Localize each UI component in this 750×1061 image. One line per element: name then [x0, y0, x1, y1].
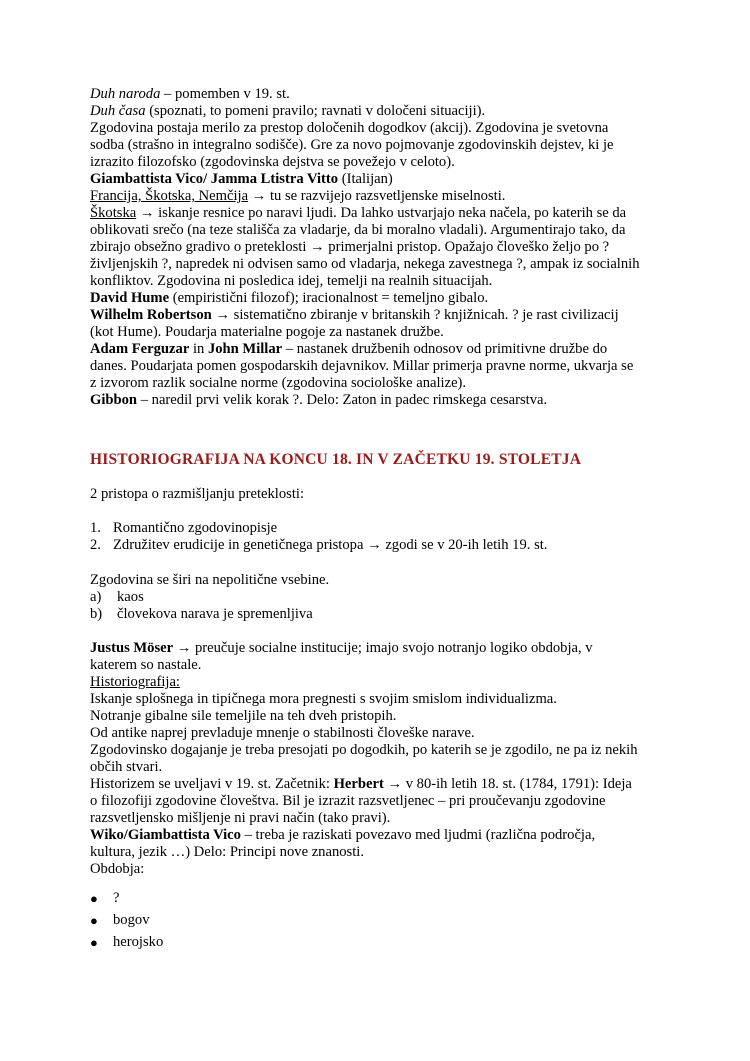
text-line: izrazito filozofsko (zgodovinska dejstva se povežejo v celoto).: [90, 154, 455, 170]
text-line: kultura, jezik …) Delo: Principi nove znanosti.: [90, 844, 364, 860]
list-item: [90, 606, 690, 623]
list-item: [90, 537, 690, 554]
text-line: Zgodovinsko dogajanje je treba presojati po dogodkih, po katerih se je zgodilo, ne pa iz nekih: [90, 742, 638, 758]
list-item-text: Združitev erudicije in genetičnega pristopa → zgodi se v 20-ih letih 19. st.: [113, 537, 548, 553]
text-line: Od antike naprej prevladuje mnenje o stabilnosti človeške narave.: [90, 725, 475, 741]
text-line: Iskanje splošnega in tipičnega mora pregnesti s svojim smislom individualizma.: [90, 691, 557, 707]
text-line: Historizem se uveljavi v 19. st. Začetnik: Herbert → v 80-ih letih 18. st. (1784, 1791): Ideja: [90, 776, 632, 792]
text-line: sodba (strašno in integralno sodišče). Gre za novo pojmovanje zgodovinskih dejstev, ki je: [90, 137, 614, 153]
text-line: Wiko/Giambattista Vico – treba je raziskati povezavo med ljudmi (različna področja,: [90, 827, 596, 843]
text-line: (kot Hume). Poudarja materialne pogoje za nastanek družbe.: [90, 324, 444, 340]
list-marker: b): [90, 606, 103, 622]
text-line: Zgodovina se širi na nepolitične vsebine.: [90, 572, 330, 588]
list-item-text: kaos: [117, 589, 144, 605]
periods-list: [90, 890, 690, 951]
approaches-intro: [90, 486, 690, 503]
moser-paragraph: [90, 640, 690, 878]
text-line: zbirajo obsežno gradivo o preteklosti → primerjalni pristop. Opažajo človeško željo po ?: [90, 239, 610, 255]
list-marker: 2.: [90, 537, 101, 553]
text-line: katerem so nastale.: [90, 657, 202, 673]
text-line: razsvetljensko mišljenje ni pravi način (tako pravi).: [90, 810, 391, 826]
list-item: [90, 520, 690, 537]
text-line: Duh časa (spoznati, to pomeni pravilo; ravnati v določeni situaciji).: [90, 103, 486, 119]
section-heading: HISTORIOGRAFIJA NA KONCU 18. IN V ZAČETKU 19. STOLETJA: [90, 451, 582, 468]
list-item: [90, 890, 690, 907]
text-line: Zgodovina postaja merilo za prestop določenih dogodkov (akcij). Zgodovina je svetovna: [90, 120, 609, 136]
text-line: Obdobja:: [90, 861, 145, 877]
text-line: danes. Poudarjata pomen gospodarskih dejavnikov. Millar primerja pravne norme, ukvarja se: [90, 358, 634, 374]
bullet-marker: ●: [90, 935, 98, 950]
list-item: [90, 912, 690, 929]
text-line: 2 pristopa o razmišljanju preteklosti:: [90, 486, 304, 502]
approaches-list: [90, 520, 690, 554]
text-line: Notranje gibalne sile temeljile na teh dveh pristopih.: [90, 708, 397, 724]
list-item: [90, 589, 690, 606]
list-item-text: človekova narava je spremenljiva: [117, 606, 313, 622]
expansion-list: [90, 589, 690, 623]
list-item-text: Romantično zgodovinopisje: [113, 520, 278, 536]
text-line: Historiografija:: [90, 674, 180, 690]
text-line: oblikovati srečo (na teze stališča za vladarje, da bi moralno vladali). Argumentirajo tako, da: [90, 222, 626, 238]
list-item-text: herojsko: [113, 934, 164, 950]
text-line: občih stvari.: [90, 759, 163, 775]
text-line: z izvorom razlik socialne norme (zgodovina sociološke analize).: [90, 375, 467, 391]
bullet-marker: ●: [90, 891, 98, 906]
text-line: Duh naroda – pomemben v 19. st.: [90, 86, 290, 102]
text-line: Francija, Škotska, Nemčija → tu se razvijejo razsvetljenske miselnosti.: [90, 188, 506, 204]
text-line: Škotska → iskanje resnice po naravi ljudi. Da lahko ustvarjajo neka načela, po katerih se da: [90, 205, 627, 221]
text-line: Adam Ferguzar in John Millar – nastanek družbenih odnosov od primitivne družbe do: [90, 341, 608, 357]
list-item-text: bogov: [113, 912, 150, 928]
text-line: Wilhelm Robertson → sistematično zbiranje v britanskih ? knjižnicah. ? je rast civilizacij: [90, 307, 619, 323]
list-marker: 1.: [90, 520, 101, 536]
text-line: Justus Möser → preučuje socialne institucije; imajo svojo notranjo logiko obdobja, v: [90, 640, 593, 656]
bullet-marker: ●: [90, 913, 98, 928]
text-line: življenjskih ?, napredek ni odvisen samo od vladarja, nekega zavestnega ?, ampak iz socialnih: [90, 256, 640, 272]
text-line: o filozofiji zgodovine človeštva. Bil je izrazit razsvetljenec – pri proučevanju zgodovine: [90, 793, 606, 809]
text-line: Gibbon – naredil prvi velik korak ?. Delo: Zaton in padec rimskega cesarstva.: [90, 392, 548, 408]
text-line: konfliktov. Zgodovina ni posledica idej, temelji na realnih situacijah.: [90, 273, 493, 289]
document-content: [90, 86, 690, 956]
intro-paragraph: [90, 86, 690, 409]
text-line: Giambattista Vico/ Jamma Ltistra Vitto (Italijan): [90, 171, 393, 187]
list-item-text: ?: [113, 890, 120, 906]
expansion-paragraph: [90, 572, 690, 589]
list-marker: a): [90, 589, 102, 605]
text-line: David Hume (empiristični filozof); iracionalnost = temeljno gibalo.: [90, 290, 489, 306]
list-item: [90, 934, 690, 951]
